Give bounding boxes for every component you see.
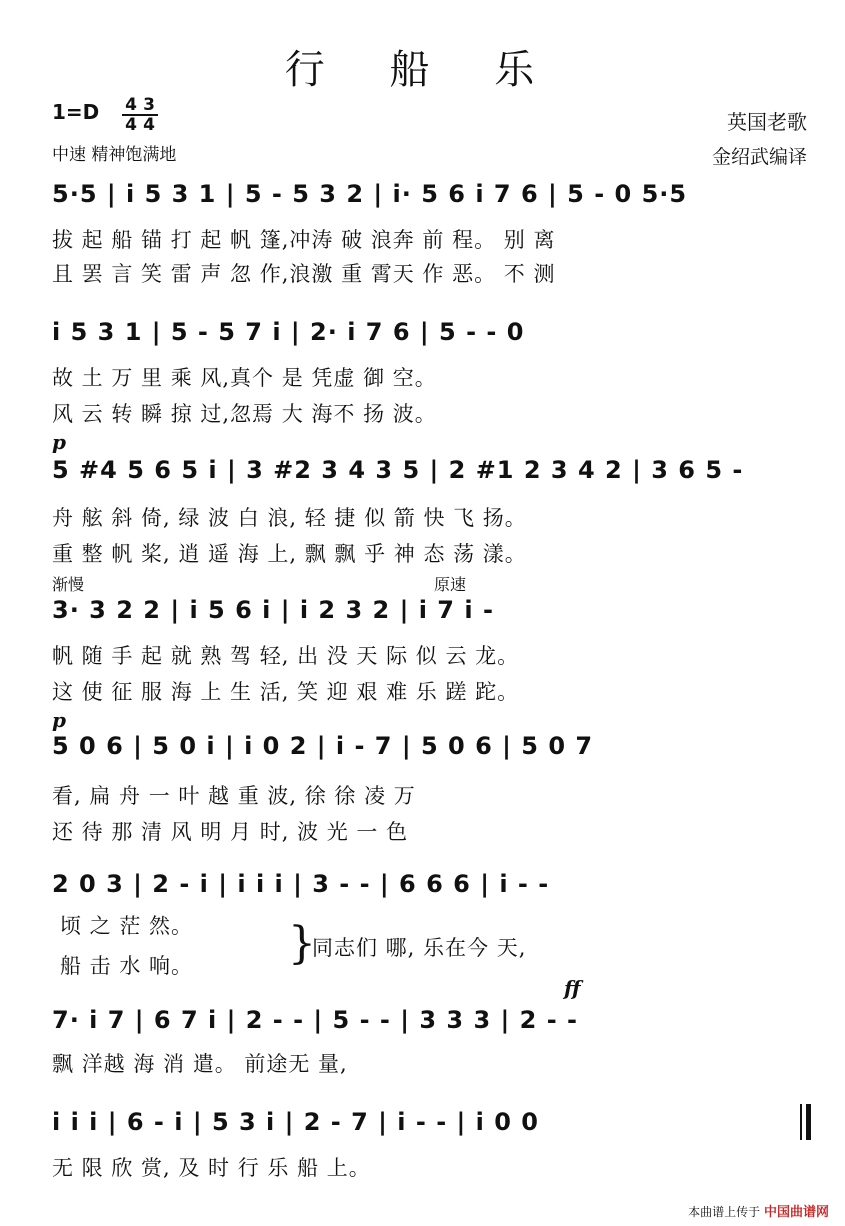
tempo-mark-slowing: 渐慢 xyxy=(52,575,85,594)
lyric-row-5-verse-1: 看, 扁 舟 一 叶 越 重 波, 徐 徐 凌 万 xyxy=(52,784,416,808)
site-logo-text[interactable]: 中国曲谱网 xyxy=(763,1205,829,1220)
verse-join-brace: } xyxy=(288,918,316,969)
final-barline-thin xyxy=(800,1104,802,1140)
lyric-row-3-verse-2: 重 整 帆 桨, 逍 遥 海 上, 飘 飘 乎 神 态 荡 漾。 xyxy=(52,542,527,566)
meter-numerator-2: 3 xyxy=(140,96,158,116)
lyric-row-3-verse-1: 舟 舷 斜 倚, 绿 波 白 浪, 轻 捷 似 箭 快 飞 扬。 xyxy=(52,506,527,530)
lyric-row-6-verse-2: 船 击 水 响。 xyxy=(60,954,194,978)
key-signature: 1=D xyxy=(52,100,100,124)
notation-row-1: 5·5 | i 5 3 1 | 5 - 5 3 2 | i· 5 6 i 7 6 | 5 - 0 5·5 xyxy=(52,180,688,208)
credit-prefix: 本曲谱上传于 xyxy=(688,1205,761,1219)
dynamic-mark-p-2: p xyxy=(52,708,66,732)
notation-row-6: 2 0 3 | 2 - i | i i i | 3 - - | 6 6 6 | i - - xyxy=(52,870,550,898)
notation-row-3: 5 #4 5 6 5 i | 3 #2 3 4 3 5 | 2 #1 2 3 4 2 | 3 6 5 - xyxy=(52,456,744,484)
meter-denominator-1: 4 xyxy=(125,115,137,135)
lyric-row-2-verse-2: 风 云 转 瞬 掠 过,忽焉 大 海不 扬 波。 xyxy=(52,402,437,426)
source-credit xyxy=(688,1201,829,1220)
lyric-row-2-verse-1: 故 土 万 里 乘 风,真个 是 凭虚 御 空。 xyxy=(52,366,437,390)
song-origin: 英国老歌 xyxy=(727,110,807,134)
tempo-marking: 中速 精神饱满地 xyxy=(52,145,177,165)
dynamic-mark-p-1: p xyxy=(52,430,66,454)
meter-numerator-1: 4 xyxy=(122,96,140,116)
page-title: 行 船 乐 xyxy=(284,47,561,93)
lyric-row-8: 无 限 欣 赏, 及 时 行 乐 船 上。 xyxy=(52,1156,371,1180)
time-signature xyxy=(122,96,158,134)
meter-denominator-2: 4 xyxy=(143,115,155,135)
lyric-row-4-verse-1: 帆 随 手 起 就 熟 驾 轻, 出 没 天 际 似 云 龙。 xyxy=(52,644,520,668)
notation-row-4: 3· 3 2 2 | i 5 6 i | i 2 3 2 | i 7 i - xyxy=(52,596,494,624)
lyric-row-1-verse-2: 且 罢 言 笑 雷 声 忽 作,浪激 重 霄天 作 恶。 不 测 xyxy=(52,262,556,286)
final-barline-thick xyxy=(806,1104,811,1140)
lyric-row-1-verse-1: 拔 起 船 锚 打 起 帆 篷,冲涛 破 浪奔 前 程。 别 离 xyxy=(52,228,556,252)
tempo-mark-a-tempo: 原速 xyxy=(434,575,467,594)
lyric-row-7: 飘 洋越 海 消 遣。 前途无 量, xyxy=(52,1052,348,1076)
lyric-row-4-verse-2: 这 使 征 服 海 上 生 活, 笑 迎 艰 难 乐 蹉 跎。 xyxy=(52,680,520,704)
dynamic-mark-ff: ff xyxy=(564,976,581,1000)
lyric-row-5-verse-2: 还 待 那 清 风 明 月 时, 波 光 一 色 xyxy=(52,820,409,844)
notation-row-5: 5 0 6 | 5 0 i | i 0 2 | i - 7 | 5 0 6 | 5 0 7 xyxy=(52,732,594,760)
notation-row-7: 7· i 7 | 6 7 i | 2 - - | 5 - - | 3 3 3 | 2 - - xyxy=(52,1006,578,1034)
notation-row-2: i 5 3 1 | 5 - 5 7 i | 2· i 7 6 | 5 - - 0 xyxy=(52,318,525,346)
notation-row-8: i i i | 6 - i | 5 3 i | 2 - 7 | i - - | i 0 0 xyxy=(52,1108,539,1136)
lyric-row-6-verse-1: 顷 之 茫 然。 xyxy=(60,914,194,938)
arranger-credit: 金绍武编译 xyxy=(711,146,807,168)
lyric-row-6-joined: 同志们 哪, 乐在今 天, xyxy=(312,936,527,960)
